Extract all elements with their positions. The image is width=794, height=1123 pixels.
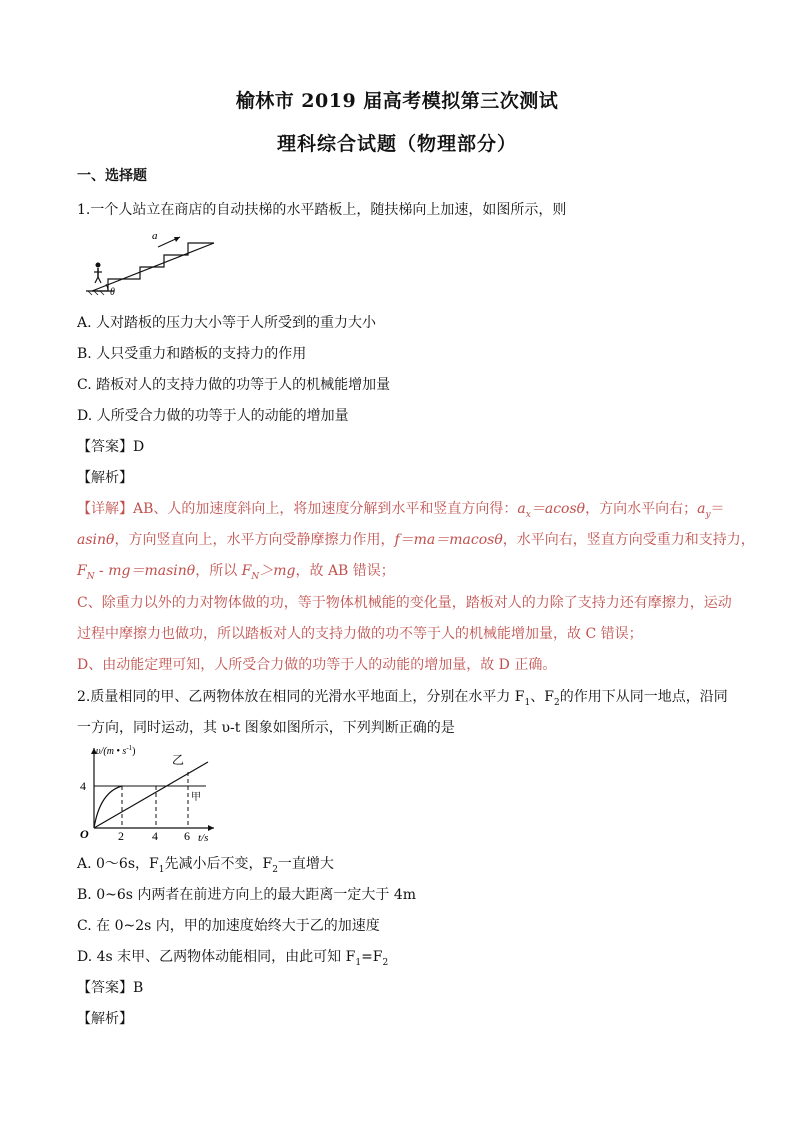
q2-fig-xtick-2: 2 xyxy=(118,829,124,842)
q2-option-a: A. 0～6s，$F_1$先减小后不变，$F_2$一直增大 xyxy=(77,856,334,875)
q2-fig-ylabel: υ/(m • $s^{-1}$) xyxy=(96,744,136,757)
q1-stem: 1.一个人站立在商店的自动扶梯的水平踏板上，随扶梯向上加速，如图所示，则 xyxy=(77,202,567,218)
q2-analysis-label: 【解析】 xyxy=(77,1011,133,1027)
q1-escalator-figure xyxy=(84,225,224,297)
q1-fig-a-label: a xyxy=(152,230,158,242)
q2-fig-xtick-4: 4 xyxy=(152,829,158,842)
q1-analysis-label: 【解析】 xyxy=(77,470,133,486)
q2-fig-ytick-4: 4 xyxy=(80,779,86,793)
q1-option-d: D. 人所受合力做的功等于人的动能的增加量 xyxy=(77,408,349,424)
page-subtitle: 理科综合试题（物理部分） xyxy=(276,133,517,155)
q2-fig-jia-label: 甲 xyxy=(191,792,201,803)
q2-option-d: D. 4s 末甲、乙两物体动能相同，由此可知 $F_1=F_2$ xyxy=(77,949,389,968)
q1-detail-line-6: D、由动能定理可知，人所受合力做的功等于人的动能的增加量，故 D 正确。 xyxy=(77,657,557,673)
q2-vt-graph xyxy=(74,742,224,842)
section-heading: 一、选择题 xyxy=(77,168,147,184)
q1-detail-line-5: 过程中摩擦力也做功，所以踏板对人的支持力做的功不等于人的机械能增加量，故 C 错误； xyxy=(77,626,643,642)
q1-fig-theta: θ xyxy=(110,287,115,297)
q2-stem-line-2: 一方向，同时运动，其 υ-t 图象如图所示，下列判断正确的是 xyxy=(77,720,455,736)
q1-detail-line-4: C、除重力以外的力对物体做的功，等于物体机械能的变化量，踏板对人的力除了支持力还有摩擦力，运动 xyxy=(77,595,732,611)
page-title: 榆林市 2019 届高考模拟第三次测试 xyxy=(235,90,559,112)
q1-answer: 【答案】D xyxy=(77,439,145,455)
q2-answer: 【答案】B xyxy=(77,980,144,996)
q1-option-c: C. 踏板对人的支持力做的功等于人的机械能增加量 xyxy=(77,377,391,393)
q1-detail-line-3: $F_N - mg=masin\theta$，所以 $F_N>mg$，故 AB 错误； xyxy=(77,563,395,582)
q2-fig-origin: O xyxy=(80,827,89,841)
q2-option-c: C. 在 0~2s 内，甲的加速度始终大于乙的加速度 xyxy=(77,918,380,934)
q2-fig-yi-label: 乙 xyxy=(172,753,185,767)
q2-option-b: B. 0~6s 内两者在前进方向上的最大距离一定大于 4m xyxy=(77,887,416,903)
q1-option-b: B. 人只受重力和踏板的支持力的作用 xyxy=(77,346,307,362)
q2-stem-line-1: 2.质量相同的甲、乙两物体放在相同的光滑水平地面上，分别在水平力 $F_1$、$F_2$的作用下从同一地点，沿同 xyxy=(77,689,728,708)
q2-fig-xtick-6: 6 xyxy=(184,829,190,842)
q1-option-a: A. 人对踏板的压力大小等于人所受到的重力大小 xyxy=(77,315,377,331)
q1-detail-line-2: asinθ，方向竖直向上，水平方向受静摩擦力作用，f＝ma＝macosθ，水平向右，竖直方向受重力和支持力， xyxy=(77,532,755,548)
q1-detail-line-1: 【详解】AB、人的加速度斜向上，将加速度分解到水平和竖直方向得：$a_x=acos\theta$，方向水平向右；$a_y=$ xyxy=(77,501,725,520)
q2-fig-xlabel: t/s xyxy=(198,832,209,842)
